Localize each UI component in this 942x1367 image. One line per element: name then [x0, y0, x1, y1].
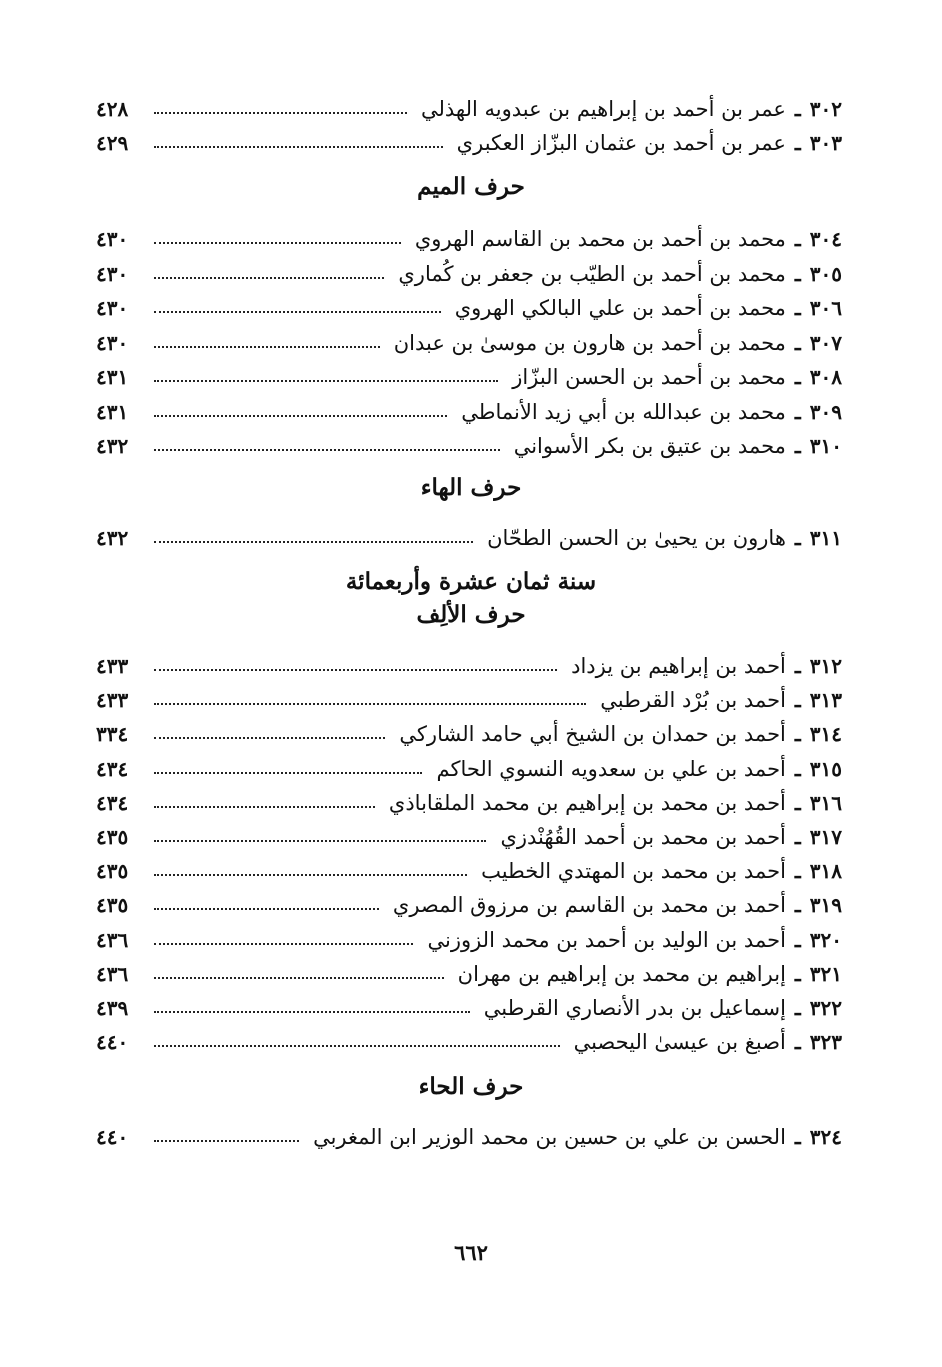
- entry-page-number: ٤٢٨: [96, 97, 129, 121]
- page-number: ٦٦٢: [454, 1240, 488, 1265]
- entry-separator: ـ: [794, 825, 801, 849]
- entry-number: ٣١٦: [809, 790, 842, 815]
- entry-separator: ـ: [794, 399, 801, 424]
- dot-leader: [154, 703, 586, 705]
- entry-name: محمد بن أحمد بن الحسن البزّاز: [512, 365, 786, 389]
- entry-page-number: ٤٣٠: [96, 261, 129, 286]
- entry-name: أحمد بن محمد بن المهتدي الخطيب: [481, 859, 786, 884]
- entry-page-number: ٤٣٥: [96, 825, 129, 849]
- index-entry: [96, 1121, 842, 1153]
- entry-number: ٣٠٤: [809, 227, 842, 251]
- entry-separator: ـ: [794, 1030, 801, 1055]
- entry-name: أصبغ بن عيسىٰ اليحصبي: [573, 1030, 786, 1055]
- entry-page-number: ٤٤٠: [96, 1030, 129, 1055]
- heading-harf-al-meem: حرف الميم: [417, 173, 525, 200]
- index-entry: [96, 889, 842, 921]
- entry-separator: ـ: [794, 756, 801, 781]
- entry-name: أحمد بن علي بن سعدويه النسوي الحاكم: [436, 756, 786, 781]
- index-entry: [96, 821, 842, 853]
- entry-number: ٣٠٧: [809, 330, 842, 355]
- entry-separator: ـ: [794, 996, 801, 1020]
- heading-harf-al-haa-hutti: حرف الحاء: [418, 1073, 524, 1100]
- index-entry: [96, 855, 842, 887]
- entry-separator: ـ: [794, 434, 801, 458]
- entry-separator: ـ: [794, 296, 801, 320]
- dot-leader: [154, 977, 444, 979]
- entry-page-number: ٤٣٥: [96, 893, 129, 918]
- entry-page-number: ٤٣٤: [96, 756, 129, 781]
- index-entry: [96, 258, 842, 290]
- entry-page-number: ٤٣٢: [96, 526, 129, 550]
- entry-page-number: ٣٣٤: [96, 722, 129, 747]
- entry-name: أحمد بن محمد بن القاسم بن مرزوق المصري: [392, 893, 786, 918]
- entry-page-number: ٤٣١: [96, 365, 129, 389]
- entry-name: هارون بن يحيىٰ بن الحسن الطحّان: [487, 526, 786, 550]
- entry-number: ٣١٧: [809, 825, 842, 849]
- dot-leader: [154, 669, 557, 671]
- index-entry: [96, 327, 842, 359]
- entry-separator: ـ: [794, 97, 801, 121]
- entry-name: محمد بن أحمد بن محمد بن القاسم الهروي: [414, 227, 786, 251]
- entry-name: محمد بن أحمد بن هارون بن موسىٰ بن عبدان: [393, 330, 786, 355]
- dot-leader: [154, 737, 385, 739]
- dot-leader: [154, 541, 473, 543]
- entry-separator: ـ: [794, 927, 801, 952]
- entry-number: ٣٠٣: [809, 131, 842, 155]
- entry-number: ٣١٨: [809, 859, 842, 884]
- index-entry: [96, 1026, 842, 1058]
- index-entry: [96, 430, 842, 462]
- entry-page-number: ٤٤٠: [96, 1125, 129, 1149]
- index-entry: [96, 753, 842, 785]
- dot-leader: [154, 1140, 299, 1142]
- index-entry: [96, 361, 842, 393]
- dot-leader: [154, 908, 379, 910]
- entry-number: ٣٢٣: [809, 1030, 842, 1055]
- entry-page-number: ٤٣٣: [96, 688, 129, 713]
- entry-page-number: ٤٣٣: [96, 654, 129, 678]
- entry-number: ٣٠٢: [809, 97, 842, 121]
- entry-name: إبراهيم بن محمد بن إبراهيم بن مهران: [457, 961, 786, 986]
- entry-number: ٣٠٩: [809, 399, 842, 424]
- entry-name: أحمد بن محمد بن إبراهيم بن محمد الملقاباذي: [388, 790, 786, 815]
- entry-separator: ـ: [794, 961, 801, 986]
- dot-leader: [154, 943, 413, 945]
- index-entry: [96, 992, 842, 1024]
- entry-page-number: ٤٣٢: [96, 434, 129, 458]
- dot-leader: [154, 840, 486, 842]
- entry-page-number: ٤٣١: [96, 399, 129, 424]
- entry-number: ٣٢٤: [809, 1125, 842, 1149]
- index-entry: [96, 292, 842, 324]
- entry-number: ٣١٠: [809, 434, 842, 458]
- dot-leader: [154, 806, 375, 808]
- entry-separator: ـ: [794, 654, 801, 678]
- entry-name: إسماعيل بن بدر الأنصاري القرطبي: [483, 996, 786, 1020]
- dot-leader: [154, 1045, 560, 1047]
- entry-number: ٣١٩: [809, 893, 842, 918]
- entry-page-number: ٤٣٠: [96, 296, 129, 320]
- dot-leader: [154, 112, 407, 114]
- dot-leader: [154, 449, 500, 451]
- entry-number: ٣١٤: [809, 722, 842, 747]
- entry-page-number: ٤٣٦: [96, 961, 129, 986]
- entry-page-number: ٤٣٦: [96, 927, 129, 952]
- entry-name: محمد بن أحمد بن الطيّب بن جعفر بن كُماري: [398, 261, 786, 286]
- entry-separator: ـ: [794, 688, 801, 713]
- index-entry: [96, 650, 842, 682]
- index-entry: [96, 522, 842, 554]
- entry-page-number: ٤٣٠: [96, 330, 129, 355]
- index-entry: [96, 127, 842, 159]
- entry-separator: ـ: [794, 261, 801, 286]
- entry-name: محمد بن أحمد بن علي البالكي الهروي: [454, 296, 786, 320]
- entry-name: الحسن بن علي بن حسين بن محمد الوزير ابن المغربي: [313, 1125, 786, 1149]
- entry-name: عمر بن أحمد بن إبراهيم بن عبدويه الهذلي: [420, 97, 786, 121]
- entry-number: ٣١٥: [809, 756, 842, 781]
- heading-year-418: سنة ثمان عشرة وأربعمائة: [345, 568, 597, 595]
- entry-name: عمر بن أحمد بن عثمان البزّاز العكبري: [456, 131, 786, 155]
- entry-name: أحمد بن بُرْد القرطبي: [600, 688, 786, 713]
- dot-leader: [154, 772, 422, 774]
- dot-leader: [154, 146, 443, 148]
- entry-number: ٣٠٦: [809, 296, 842, 320]
- dot-leader: [154, 1011, 470, 1013]
- entry-number: ٣١٢: [809, 654, 842, 678]
- entry-separator: ـ: [794, 1125, 801, 1149]
- index-entry: [96, 223, 842, 255]
- entry-separator: ـ: [794, 330, 801, 355]
- index-entry: [96, 958, 842, 990]
- index-entry: [96, 718, 842, 750]
- entry-number: ٣٢٠: [809, 927, 842, 952]
- entry-name: محمد بن عتيق بن بكر الأسواني: [513, 434, 786, 458]
- dot-leader: [154, 311, 441, 313]
- entry-name: محمد بن عبدالله بن أبي زيد الأنماطي: [461, 399, 786, 424]
- entry-number: ٣١٣: [809, 688, 842, 713]
- entry-number: ٣٠٥: [809, 261, 842, 286]
- entry-separator: ـ: [794, 859, 801, 884]
- dot-leader: [154, 874, 467, 876]
- index-entry: [96, 924, 842, 956]
- entry-number: ٣٠٨: [809, 365, 842, 389]
- entry-number: ٣٢٢: [809, 996, 842, 1020]
- entry-name: أحمد بن إبراهيم بن يزداد: [571, 654, 786, 678]
- entry-name: أحمد بن حمدان بن الشيخ أبي حامد الشاركي: [399, 722, 786, 747]
- dot-leader: [154, 415, 447, 417]
- entry-name: أحمد بن الوليد بن أحمد بن محمد الزوزني: [427, 927, 786, 952]
- index-entry: [96, 787, 842, 819]
- index-entry: [96, 396, 842, 428]
- entry-separator: ـ: [794, 722, 801, 747]
- index-entry: [96, 684, 842, 716]
- entry-separator: ـ: [794, 131, 801, 155]
- entry-page-number: ٤٣٩: [96, 996, 129, 1020]
- entry-separator: ـ: [794, 365, 801, 389]
- entry-separator: ـ: [794, 893, 801, 918]
- entry-name: أحمد بن محمد بن أحمد القُهُنْدزي: [500, 825, 786, 849]
- entry-number: ٣١١: [809, 526, 842, 550]
- entry-page-number: ٤٣٥: [96, 859, 129, 884]
- entry-separator: ـ: [794, 526, 801, 550]
- entry-separator: ـ: [794, 227, 801, 251]
- entry-page-number: ٤٣٠: [96, 227, 129, 251]
- heading-harf-al-alif: حرف الألِف: [416, 601, 526, 628]
- dot-leader: [154, 242, 401, 244]
- entry-page-number: ٤٢٩: [96, 131, 129, 155]
- dot-leader: [154, 346, 380, 348]
- dot-leader: [154, 380, 498, 382]
- entry-separator: ـ: [794, 790, 801, 815]
- heading-harf-al-haa: حرف الهاء: [420, 474, 522, 501]
- index-entry: [96, 93, 842, 125]
- entry-number: ٣٢١: [809, 961, 842, 986]
- entry-page-number: ٤٣٤: [96, 790, 129, 815]
- dot-leader: [154, 277, 384, 279]
